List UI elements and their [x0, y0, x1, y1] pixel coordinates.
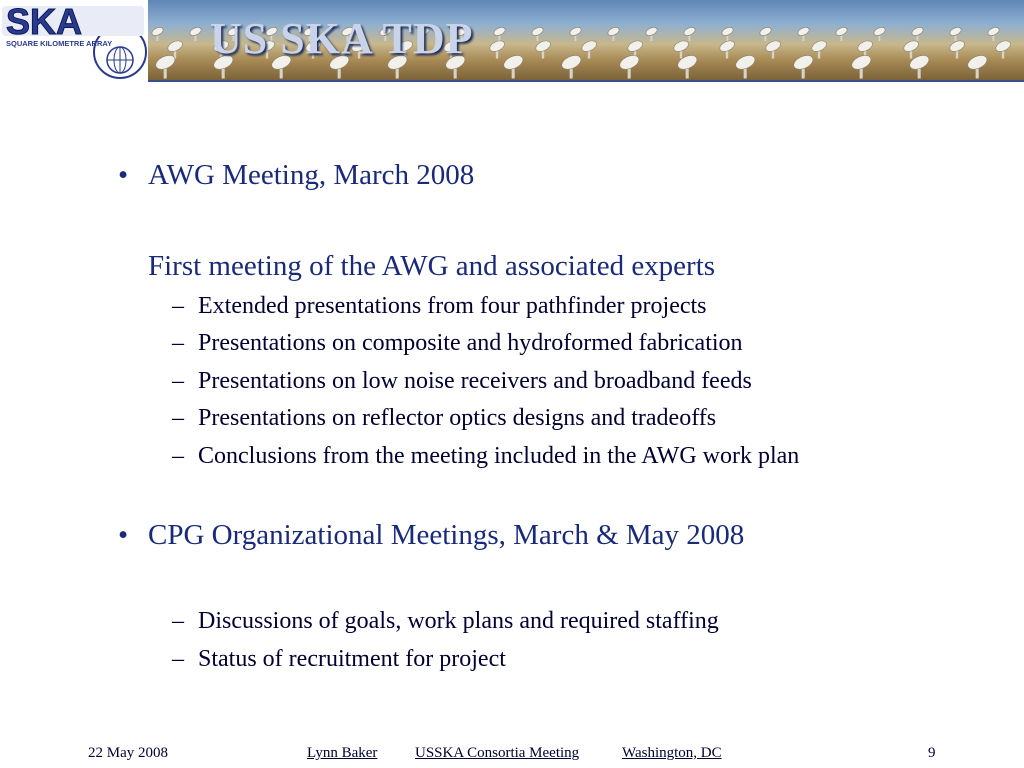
bullet-icon: •: [118, 159, 129, 191]
page-number: 9: [928, 745, 936, 761]
logo-wordmark: SKA: [6, 1, 83, 42]
list-item-level2: Presentations on reflector optics designs and tradeoffs: [198, 405, 717, 431]
footer-author: Lynn Baker: [307, 745, 378, 761]
list-item-level2: Conclusions from the meeting included in the AWG work plan: [198, 443, 800, 469]
list-item-level2: Status of recruitment for project: [198, 646, 506, 672]
list-item-level1: First meeting of the AWG and associated experts: [148, 250, 716, 282]
bullet-icon: •: [118, 519, 129, 551]
logo-subtext: SQUARE KILOMETRE ARRAY: [6, 39, 113, 48]
footer-event: USSKA Consortia Meeting: [415, 745, 580, 761]
dash-icon: –: [172, 443, 184, 469]
footer-date: 22 May 2008: [88, 745, 168, 761]
dash-icon: –: [172, 330, 184, 356]
dash-icon: –: [172, 646, 184, 672]
dash-icon: –: [172, 293, 184, 319]
list-item-level1: AWG Meeting, March 2008: [148, 159, 475, 191]
dash-icon: –: [172, 405, 184, 431]
slide-title: US SKA TDP: [210, 14, 474, 63]
footer-location: Washington, DC: [622, 745, 722, 761]
list-item-level2: Discussions of goals, work plans and required staffing: [198, 608, 719, 634]
list-item-level2: Extended presentations from four pathfinder projects: [198, 293, 707, 319]
list-item-level1: CPG Organizational Meetings, March & May 2008: [148, 519, 745, 551]
dash-icon: –: [172, 368, 184, 394]
list-item-level2: Presentations on composite and hydroformed fabrication: [198, 330, 743, 356]
list-item-level2: Presentations on low noise receivers and broadband feeds: [198, 368, 752, 394]
dash-icon: –: [172, 608, 184, 634]
